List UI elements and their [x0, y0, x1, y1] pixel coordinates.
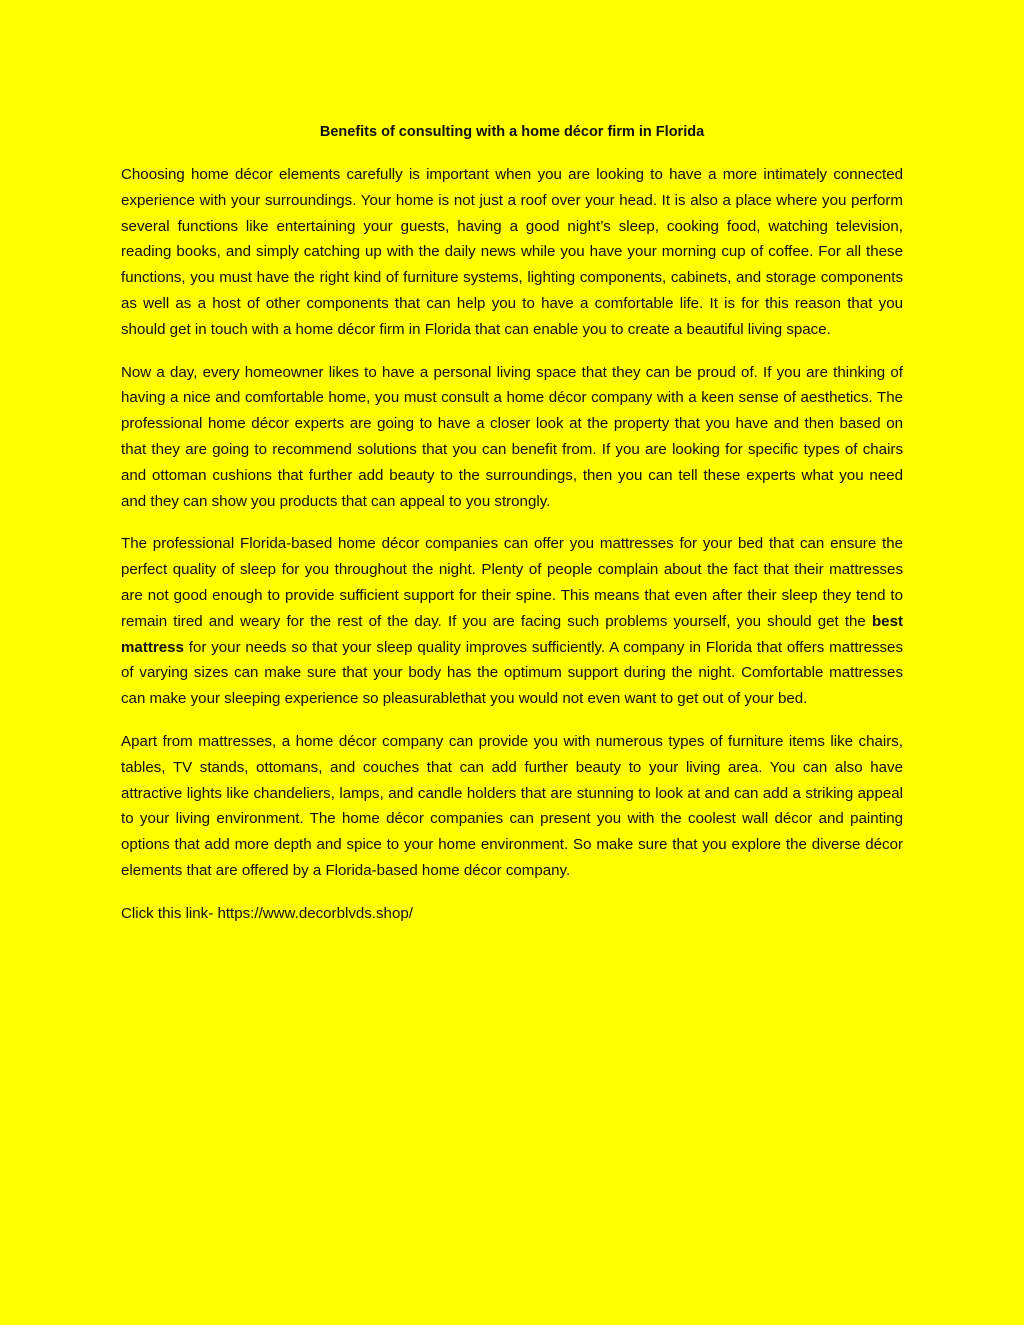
paragraph-furniture-and-lighting: Apart from mattresses, a home décor company can provide you with numerous types of furniture items like chairs, tables, TV stands, ottomans, and couches that can add further beauty to your living area. You can also have attractive lights like chandeliers, lamps, and candle holders that are stunning to look at and can add a striking appeal to your living environment. The home décor companies can present you with the coolest wall décor and painting options that add more depth and spice to your home environment. So make sure that you explore the diverse décor elements that are offered by a Florida-based home décor company.: [121, 732, 903, 879]
paragraph-homeowner-living-space: Now a day, every homeowner likes to have a personal living space that they can be proud of. If you are thinking of having a nice and comfortable home, you must consult a home décor company with a keen sense of aesthetics. The professional home décor experts are going to have a closer look at the property that you have and then based on that they are going to recommend solutions that you can benefit from. If you are looking for specific types of chairs and ottoman cushions that further add beauty to the surroundings, then you can tell these experts what you need and they can show you products that can appeal to you strongly.: [121, 363, 903, 510]
paragraph-home-decor-intro: Choosing home décor elements carefully is important when you are looking to have a more intimately connected experience with your surroundings. Your home is not just a roof over your head. It is also a place where you perform several functions like entertaining your guests, having a good night’s sleep, cooking food, watching television, reading books, and simply catching up with the daily news while you have your morning cup of coffee. For all these functions, you must have the right kind of furniture systems, lighting components, cabinets, and storage components as well as a host of other components that can help you to have a comfortable life. It is for this reason that you should get in touch with a home décor firm in Florida that can enable you to create a beautiful living space.: [121, 166, 903, 338]
best-mattress-emphasis: best mattress: [121, 612, 903, 656]
paragraph-mattresses-text-start: The professional Florida-based home décor companies can offer you mattresses for your bed that can ensure the perfect quality of sleep for you throughout the night. Plenty of people complain about the fact that their mattresses are not good enough to provide sufficient support for their spine. This means that even after their sleep they tend to remain tired and weary for the rest of the day. If you are facing such problems yourself, you should get the: [121, 535, 903, 630]
decor-shop-link[interactable]: https://www.decorblvds.shop/: [217, 904, 413, 922]
document-content: [121, 122, 903, 927]
paragraph-mattresses: [121, 531, 903, 712]
paragraph-mattresses-text-end: for your needs so that your sleep quality improves sufficiently. A company in Florida that offers mattresses of varying sizes can make sure that your body has the optimum support during the night. Comfortable mattresses can make your sleeping experience so pleasurablethat you would not even want to get out of your bed.: [121, 638, 903, 708]
link-line: [121, 901, 903, 927]
link-prefix: Click this link-: [121, 904, 218, 922]
document-title: Benefits of consulting with a home décor firm in Florida: [319, 124, 705, 140]
